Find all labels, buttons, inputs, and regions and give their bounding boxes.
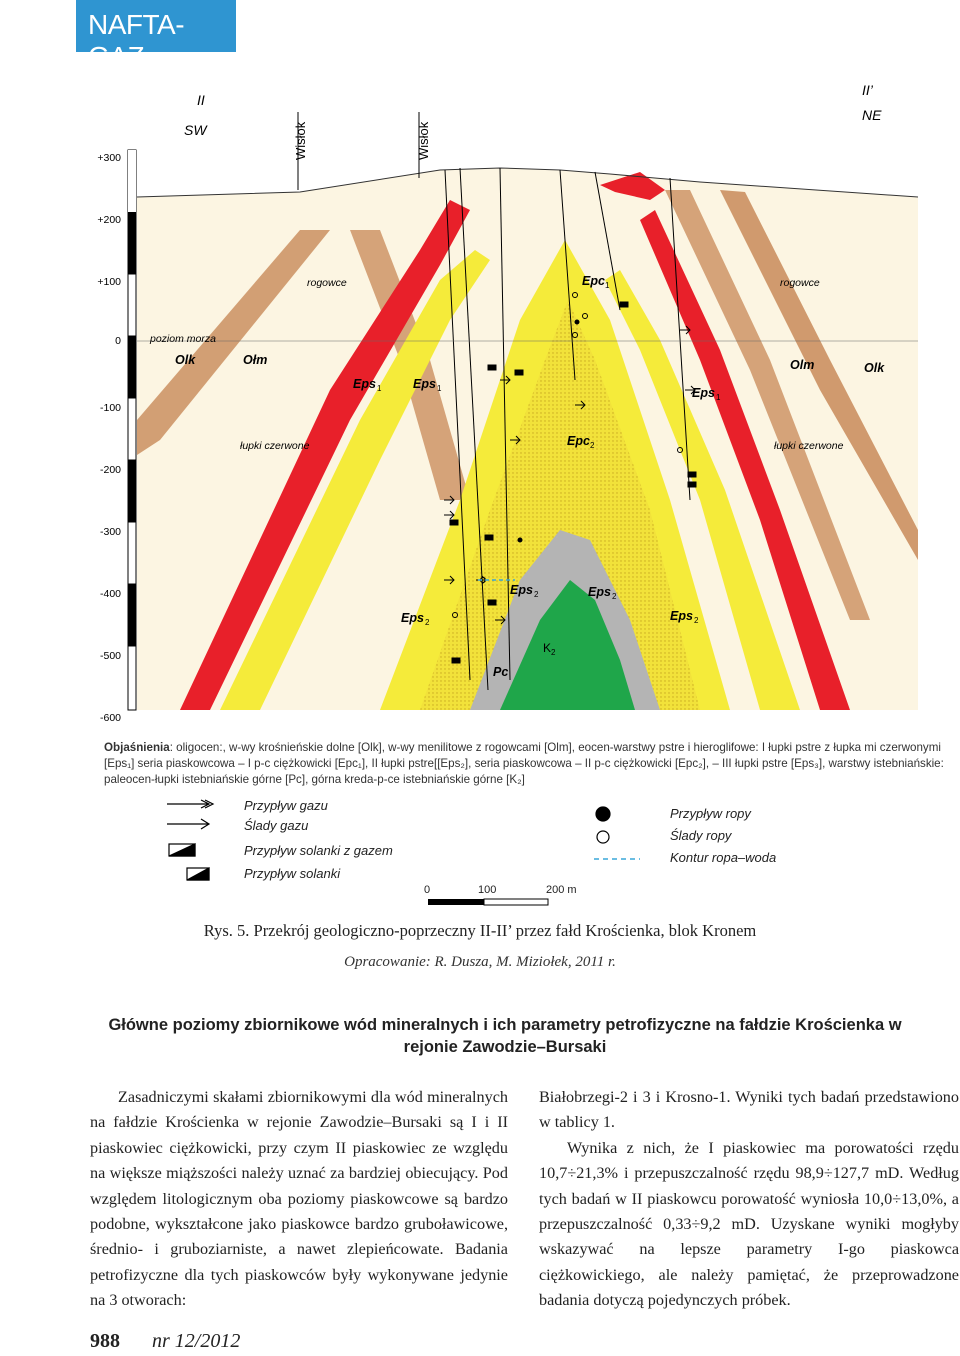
unit-label-k2: K <box>543 641 552 655</box>
issue-number: nr 12/2012 <box>152 1330 241 1352</box>
paragraph-right-2: Wynika z nich, że I piaskowiec ma porowatości rzędu 10,7÷21,3% i przepuszczalność rzędu 98,9÷127,7 mD. Według tych badań w II piaskowcu porowatość wyniosła 10,0÷13,0%, a przepuszczalność 0,33÷9,2 mD. Uzyskane wyniki mogłyby wskazywać na lepsze parametry I-go piaskowca ciężkowickiego, ale należy pamiętać, że przeprowadzone badania dotyczą pojedynczych próbek. <box>539 1138 959 1310</box>
body-column-left <box>90 1085 508 1314</box>
svg-text:Eps: Eps <box>588 585 611 599</box>
scale-label-100: 100 <box>478 884 497 896</box>
svg-text:1: 1 <box>377 384 382 393</box>
svg-text:-300: -300 <box>99 526 121 538</box>
legend-gas-traces: Ślady gazu <box>244 818 309 833</box>
svg-text:łupki czerwone: łupki czerwone <box>240 440 310 452</box>
svg-text:rogowce: rogowce <box>780 277 820 289</box>
elevation-labels <box>97 152 121 724</box>
journal-header-tab <box>76 0 236 72</box>
legend-gas-inflow: Przypływ gazu <box>244 798 328 813</box>
svg-text:1: 1 <box>605 281 610 290</box>
svg-text:Wisłok: Wisłok <box>293 121 308 160</box>
legend-explanation <box>104 740 944 788</box>
svg-text:+100: +100 <box>97 276 121 288</box>
page-number: 988 <box>90 1330 120 1352</box>
svg-text:0: 0 <box>115 335 121 347</box>
svg-text:Eps: Eps <box>413 377 436 391</box>
section-body <box>137 168 918 710</box>
svg-text:Eps: Eps <box>670 609 693 623</box>
svg-text:-400: -400 <box>99 588 121 600</box>
scale-label-0: 0 <box>424 884 431 896</box>
svg-text:2: 2 <box>612 592 617 601</box>
sea-level-label: poziom morza <box>150 333 216 345</box>
profile-end-label: II’ <box>862 82 873 98</box>
svg-text:2: 2 <box>590 441 595 450</box>
svg-text:łupki czerwone: łupki czerwone <box>774 440 844 452</box>
svg-text:Ołm: Ołm <box>243 353 268 367</box>
svg-text:Eps: Eps <box>692 386 715 400</box>
legend-brine: Przypływ solanki <box>244 866 341 881</box>
legend-oil-traces: Ślady ropy <box>670 828 732 843</box>
svg-text:2: 2 <box>534 590 539 599</box>
svg-text:-100: -100 <box>99 402 121 414</box>
paragraph-left-1: Zasadniczymi skałami zbiornikowymi dla wód mineralnych na fałdzie Krościenka w rejonie Zawodzie–Bursaki są I i II piaskowiec ciężkowicki, przy czym II piaskowiec ze względu na większe miąższości należy uznać za bardziej obiecujący. Pod względem litologicznym oba poziomy piaskowcowe są bardzo podobne, wykształcone jako piaskowce bardzo gruboławicowe, średnio- i gruboziarniste, a nawet zlepieńcowate. Badania petrofizyczne dla tych piaskowców były wykonywane jedynie na 3 otworach: <box>90 1088 508 1310</box>
scale-bar <box>424 897 584 909</box>
body-column-right <box>539 1085 959 1314</box>
svg-text:-200: -200 <box>99 464 121 476</box>
oil-water-legend-icon <box>592 855 642 863</box>
svg-text:Olm: Olm <box>790 358 815 372</box>
legend-oil-water: Kontur ropa–woda <box>670 850 777 865</box>
svg-text:Olk: Olk <box>864 361 885 375</box>
profile-start-label: II <box>197 92 205 108</box>
gas-traces-icon <box>167 819 209 829</box>
svg-text:Olk: Olk <box>175 353 196 367</box>
svg-text:+300: +300 <box>97 152 121 164</box>
svg-text:Epc: Epc <box>582 274 605 288</box>
figure-caption: Rys. 5. Przekrój geologiczno-poprzeczny II-II’ przez fałd Krościenka, blok Kronem <box>203 921 757 940</box>
svg-text:Eps: Eps <box>510 583 533 597</box>
svg-text:Eps: Eps <box>401 611 424 625</box>
journal-title: NAFTA-GAZ <box>88 9 185 72</box>
figure-credit: Opracowanie: R. Dusza, M. Miziołek, 2011 r. <box>344 954 616 970</box>
section-title: Główne poziomy zbiornikowe wód mineralnych i ich parametry petrofizyczne na fałdzie Krościenka w rejonie Zawodzie–Bursaki <box>108 1016 902 1056</box>
svg-text:1: 1 <box>437 384 442 393</box>
svg-text:2: 2 <box>551 648 556 657</box>
river-label-1 <box>293 121 308 160</box>
oil-traces-icon <box>597 831 609 843</box>
geological-cross-section <box>0 60 960 740</box>
svg-text:-500: -500 <box>99 650 121 662</box>
direction-left-label: SW <box>184 122 207 138</box>
svg-text:Epc: Epc <box>567 434 590 448</box>
elevation-scale-bar <box>128 150 136 710</box>
svg-text:1: 1 <box>716 393 721 402</box>
svg-text:2: 2 <box>425 618 430 627</box>
svg-text:-600: -600 <box>99 712 121 724</box>
svg-text:Pc: Pc <box>493 665 509 679</box>
svg-text:Eps: Eps <box>353 377 376 391</box>
direction-right-label: NE <box>862 107 882 123</box>
scale-label-200: 200 m <box>546 884 577 896</box>
gas-inflow-icon <box>167 800 213 808</box>
svg-text:2: 2 <box>694 616 699 625</box>
legend-brine-gas: Przypływ solanki z gazem <box>244 843 393 858</box>
river-label-2 <box>416 121 431 160</box>
svg-text:Wisłok: Wisłok <box>416 121 431 160</box>
oil-inflow-icon <box>596 807 610 821</box>
svg-text:rogowce: rogowce <box>307 277 347 289</box>
svg-text:+200: +200 <box>97 214 121 226</box>
legend-body: : oligocen:, w-wy krośnieńskie dolne [Olk], w-wy menilitowe z rogowcami [Olm], eocen-warstwy pstre i hieroglifowe: I łupki pstre z łupka mi czerwonymi [Eps₁] seria piaskowcowa – I p-c ciężkowicki [Epc₁], II łupki pstre[[Eps₂], seria piaskowcowa – II p-c ciężkowicki [Epc₂], – III łupki pstre [Eps₃], warstwy istebniańskie: paleocen-łupki istebniańskie górne [Pc], górna kreda-p-ce istebniańskie górne [K₂] <box>104 741 944 786</box>
legend-title: Objaśnienia <box>104 741 170 754</box>
paragraph-right-1: Białobrzegi-2 i 3 i Krosno-1. Wyniki tych badań przedstawiono w tablicy 1. <box>539 1088 959 1132</box>
legend-oil-inflow: Przypływ ropy <box>670 806 751 821</box>
